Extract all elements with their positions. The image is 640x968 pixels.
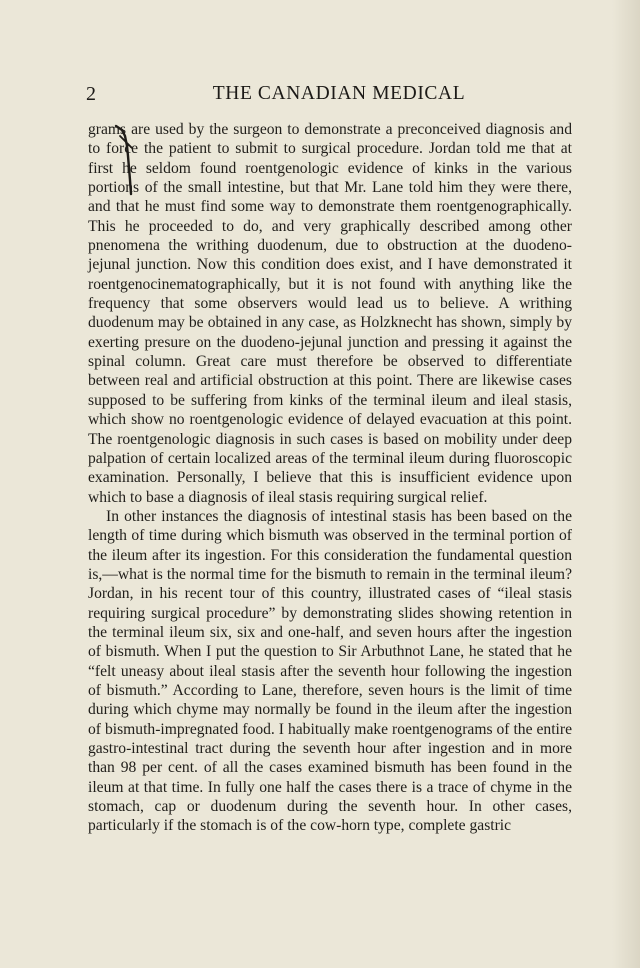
journal-title: THE CANADIAN MEDICAL	[212, 83, 466, 104]
running-head	[86, 80, 572, 112]
page-edge-shadow	[612, 0, 640, 968]
article-body	[88, 120, 572, 836]
paragraph-1: grams are used by the surgeon to demonstrate a preconceived diagnosis and to force the patient to submit to surgical procedure. Jordan told me that at first he seldom found roentgenologic evidence of kinks in the various portions of the small intestine, but that Mr. Lane told him they were there, and that he must find some way to demonstrate them roentgenographically. This he proceeded to do, and very graphically described among other pnenomena the writhing duodenum, due to obstruction at the duodeno-jejunal junction. Now this condition does exist, and I have demonstrated it roentgenocinematographically, but it is not found with anything like the frequency that some observers would lead us to believe. A writhing duodenum may be obtained in any case, as Holzknecht has shown, simply by exerting presure on the duodeno-jejunal junction and pressing it against the spinal column. Great care must therefore be observed to differentiate between real and artificial obstruction at this point. There are likewise cases supposed to be suffering from kinks of the terminal ileum and ileal stasis, which show no roentgenologic evidence of delayed evacuation at this point. The roentgenologic diagnosis in such cases is based on mobility under deep palpation of certain localized areas of the terminal ileum during fluoroscopic examination. Personally, I believe that this is insufficient evidence upon which to base a diagnosis of ileal stasis requiring surgical relief.	[88, 121, 572, 506]
page-number: 2	[86, 83, 96, 105]
paragraph-2: In other instances the diagnosis of intestinal stasis has been based on the length of time during which bismuth was observed in the terminal portion of the ileum after its ingestion. For this consideration the fundamental question is,—what is the normal time for the bismuth to remain in the terminal ileum? Jordan, in his recent tour of this country, illustrated cases of “ileal stasis requiring surgical procedure” by demonstrating slides showing retention in the terminal ileum six, six and one-half, and seven hours after the ingestion of bismuth. When I put the question to Sir Arbuthnot Lane, he stated that he “felt uneasy about ileal stasis after the seventh hour following the ingestion of bismuth.” According to Lane, therefore, seven hours is the limit of time during which chyme may normally be found in the ileum after the ingestion of bismuth-impregnated food. I habitually make roentgenograms of the entire gastro-intestinal tract during the seventh hour after ingestion and in more than 98 per cent. of all the cases examined bismuth has been found in the ileum at that time. In fully one half the cases there is a trace of chyme in the stomach, cap or duodenum during the seventh hour. In other cases, particularly if the stomach is of the cow-horn type, complete gastric	[88, 507, 572, 835]
